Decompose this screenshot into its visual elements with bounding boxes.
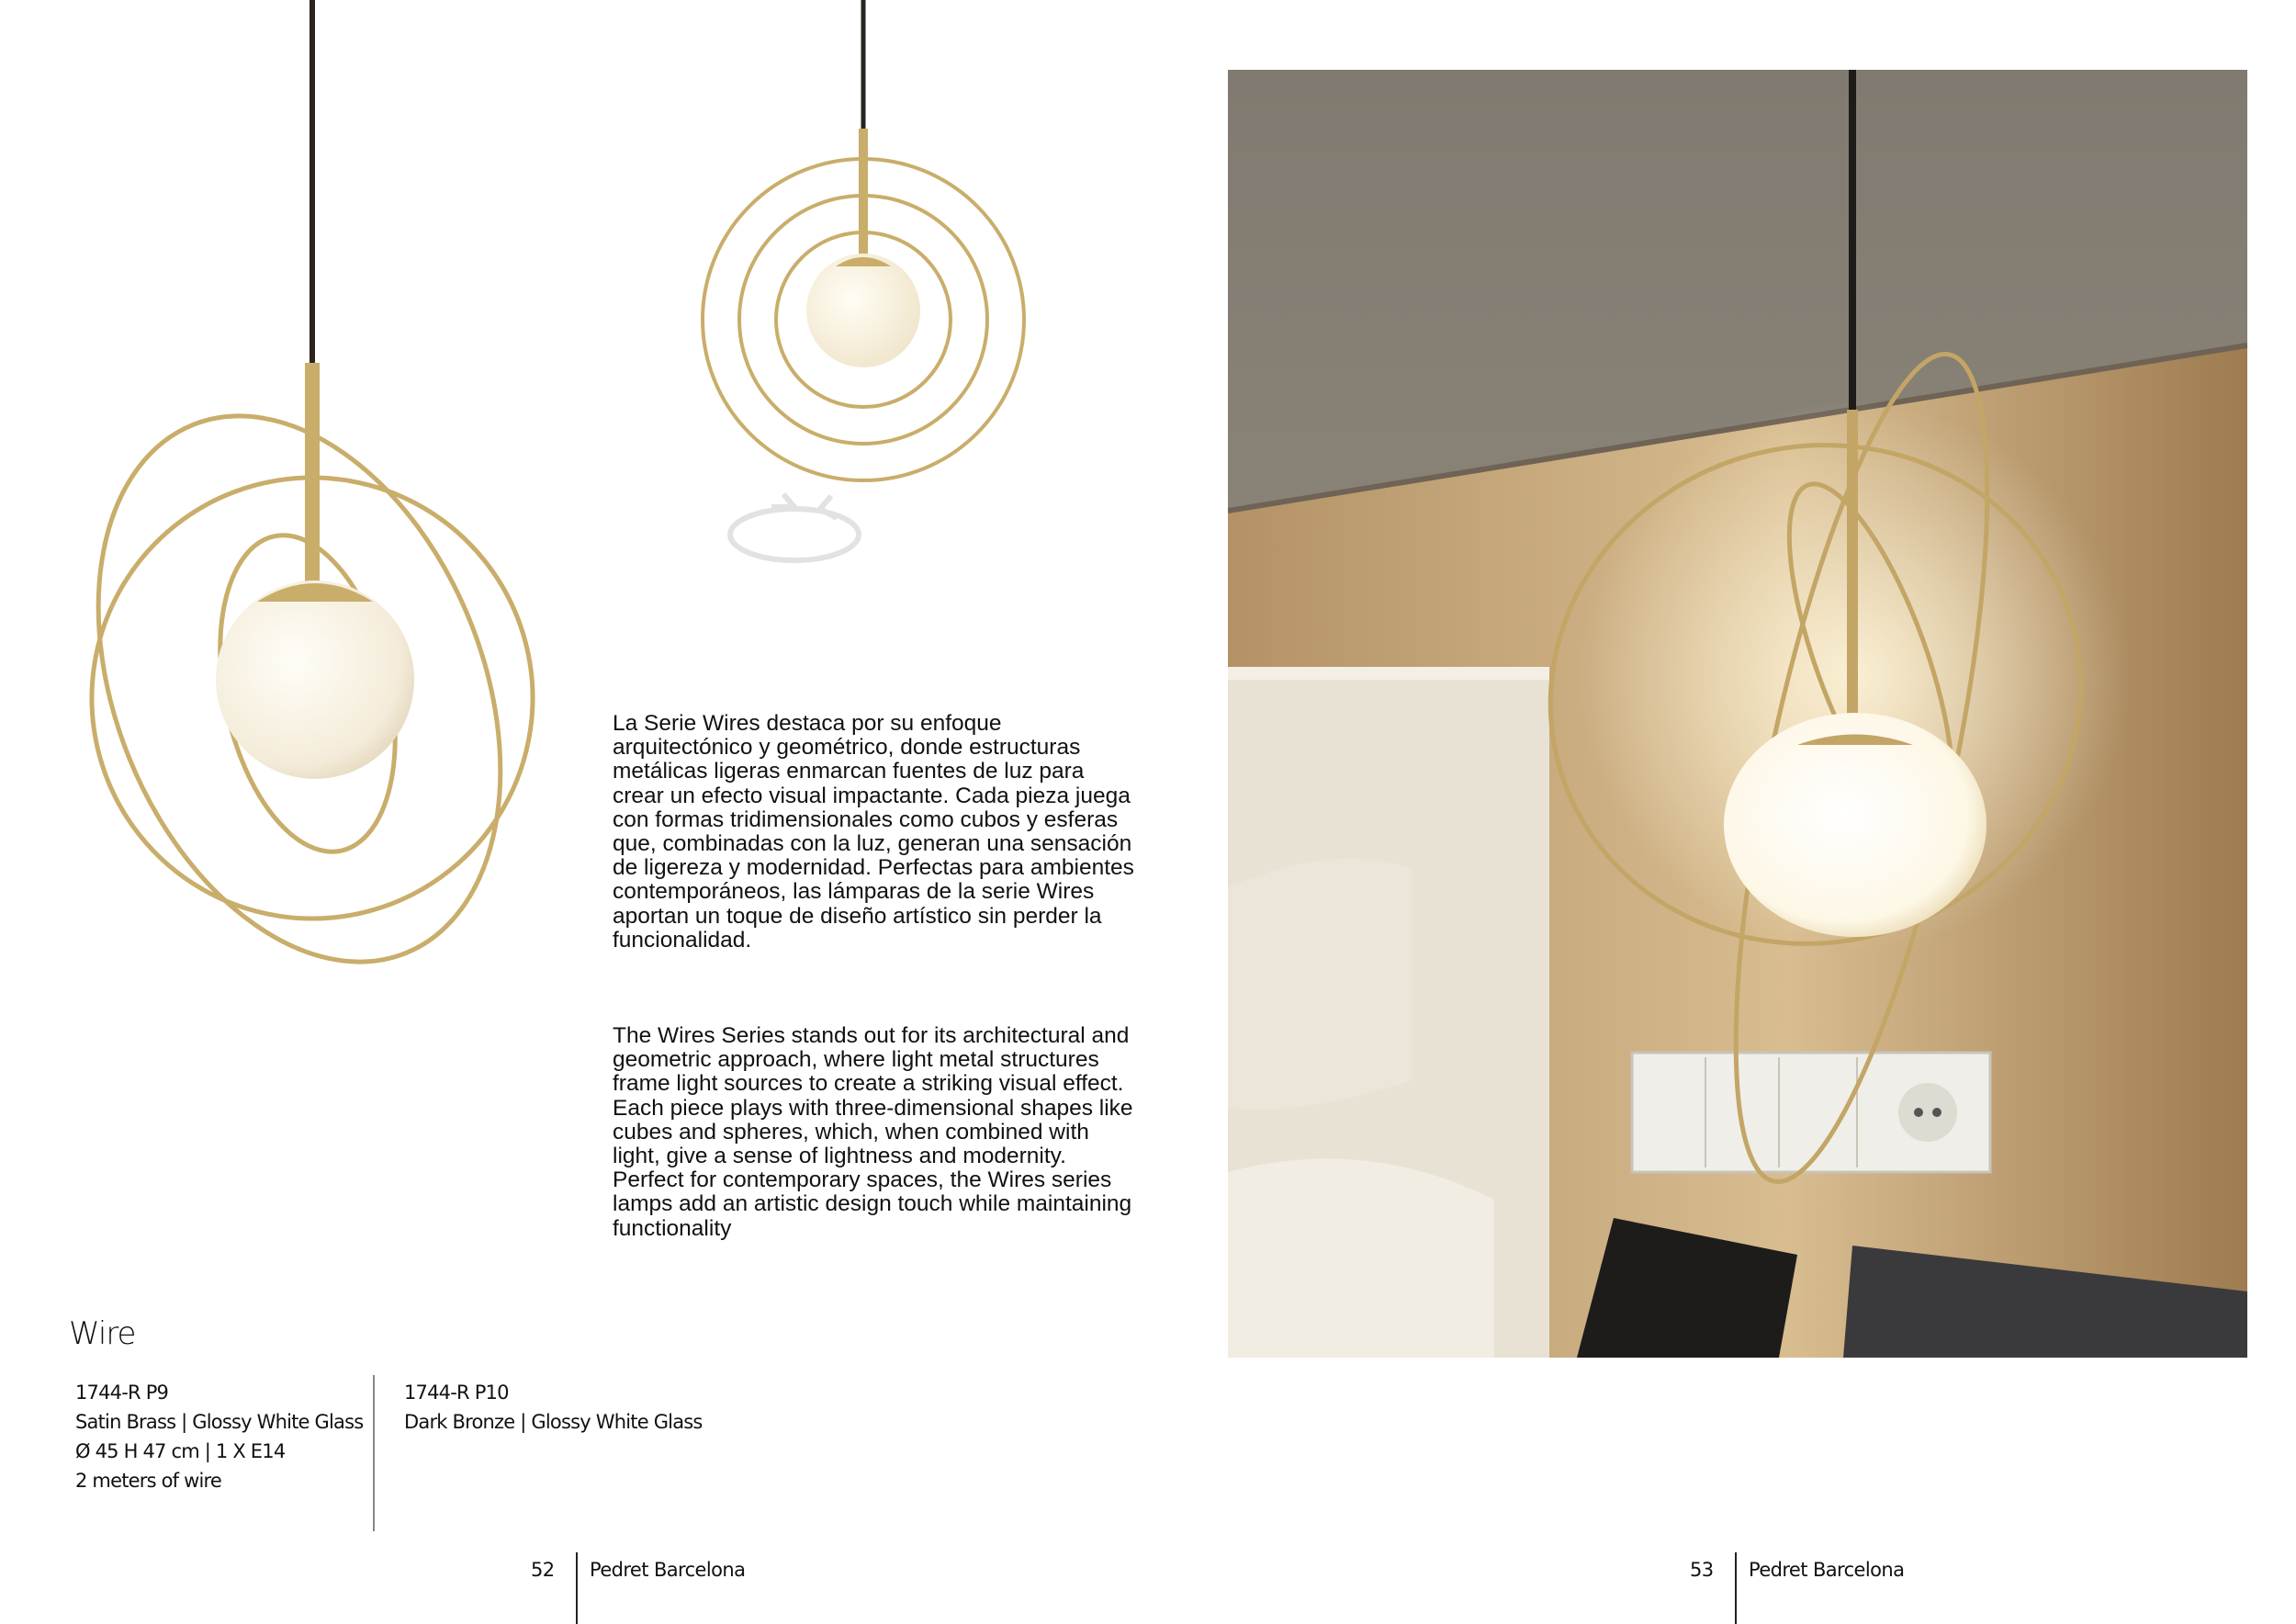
footer-brand-right: Pedret Barcelona (1749, 1559, 1905, 1581)
description-spanish (613, 712, 1136, 953)
spec-divider (373, 1375, 375, 1531)
interior-scene-photo (1228, 70, 2247, 1358)
product-name: Wire (69, 1315, 136, 1352)
footer-divider-right (1735, 1552, 1737, 1624)
variant-dimensions: Ø 45 H 47 cm | 1 X E14 (75, 1440, 286, 1462)
page-number-left: 52 (531, 1559, 555, 1581)
pendant-lamp-front-view-image (698, 0, 1029, 496)
variant-code: 1744-R P10 (404, 1382, 509, 1404)
footer-divider-left (576, 1552, 578, 1624)
variant-finish: Satin Brass | Glossy White Glass (75, 1411, 364, 1433)
variant-cable: 2 meters of wire (75, 1470, 222, 1492)
footer-brand-left: Pedret Barcelona (590, 1559, 746, 1581)
variant-spec-2 (404, 1378, 703, 1437)
page-number-right: 53 (1690, 1559, 1714, 1581)
pendant-lamp-main-image (83, 0, 551, 992)
rotate-360-icon (721, 487, 868, 574)
variant-finish: Dark Bronze | Glossy White Glass (404, 1411, 703, 1433)
description-spanish-text: La Serie Wires destaca por su enfoque arquitectónico y geométrico, donde estructuras metálicas ligeras enmarcan fuentes de luz para crear un efecto visual impactante. Cada pieza juega con formas tridimensionales como cubos y esferas que, combinadas con la luz, generan una sensación de ligereza y modernidad. Perfectas para ambientes contemporáneos, las lámparas de la serie Wires aportan un toque de diseño artístico sin perder la funcionalidad. (613, 711, 1134, 953)
variant-spec-1 (75, 1378, 363, 1495)
description-english (613, 1024, 1136, 1241)
description-english-text: The Wires Series stands out for its architectural and geometric approach, where light metal structures frame light sources to create a striking visual effect. Each piece plays with three-dimensional shapes like cubes and spheres, which, when combined with light, give a sense of lightness and modernity. Perfect for contemporary spaces, the Wires series lamps add an artistic design touch while maintaining functionality (613, 1023, 1133, 1241)
variant-code: 1744-R P9 (75, 1382, 169, 1404)
